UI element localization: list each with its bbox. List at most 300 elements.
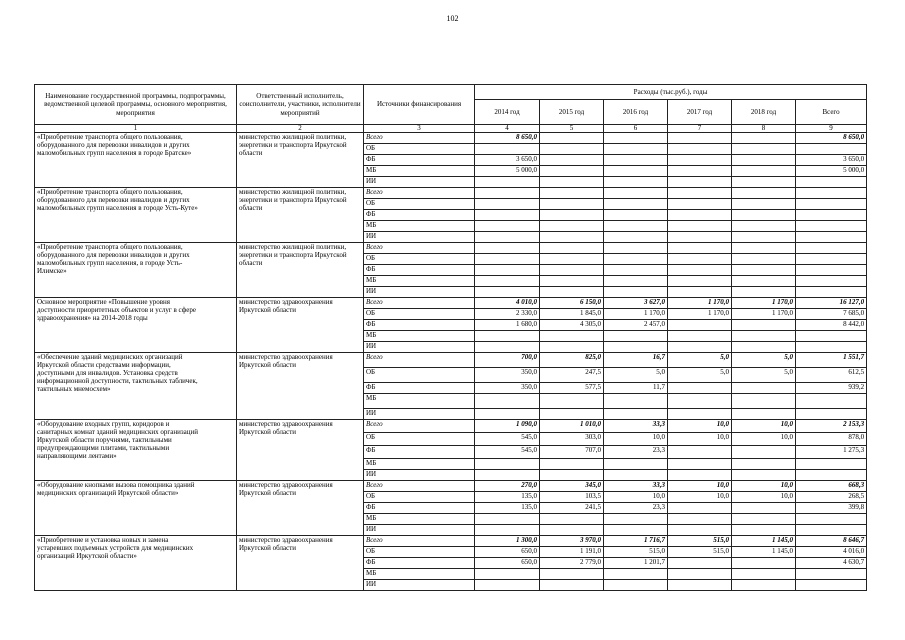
- funding-source: Всего: [364, 188, 475, 199]
- year-value: 33,3: [604, 481, 668, 492]
- year-value: 303,0: [540, 433, 604, 446]
- total-value: 8 442,0: [796, 320, 867, 331]
- year-value: [604, 155, 668, 166]
- funding-source: Всего: [364, 481, 475, 492]
- year-value: 650,0: [475, 558, 540, 569]
- year-value: [668, 232, 732, 243]
- header-year: 2018 год: [732, 100, 796, 125]
- funding-source: Всего: [364, 536, 475, 547]
- program-description: Основное мероприятие «Повышение уровня доступности приоритетных объектов и услуг в сфере здравоохранения» на 2014-2018 годы: [35, 298, 237, 353]
- funding-source: ИИ: [364, 287, 475, 298]
- year-value: [475, 276, 540, 287]
- year-value: [732, 177, 796, 188]
- total-value: [796, 342, 867, 353]
- year-value: [732, 394, 796, 409]
- year-value: 5,0: [668, 368, 732, 383]
- year-value: [732, 254, 796, 265]
- year-value: [604, 342, 668, 353]
- total-value: 2 153,3: [796, 420, 867, 433]
- year-value: [732, 133, 796, 144]
- program-description: «Приобретение транспорта общего пользования, оборудованного для перевозки инвалидов и других маломобильных групп населения, в городе Усть- Илимске»: [35, 243, 237, 298]
- column-number: 3: [364, 125, 475, 133]
- funding-source: МБ: [364, 394, 475, 409]
- year-value: [540, 232, 604, 243]
- year-value: [540, 177, 604, 188]
- year-value: [540, 243, 604, 254]
- funding-source: МБ: [364, 331, 475, 342]
- year-value: [732, 409, 796, 420]
- year-value: [732, 166, 796, 177]
- year-value: [604, 221, 668, 232]
- year-value: [732, 503, 796, 514]
- header-year: 2015 год: [540, 100, 604, 125]
- header-total: Всего: [796, 100, 867, 125]
- funding-source: Всего: [364, 133, 475, 144]
- funding-source: ИИ: [364, 525, 475, 536]
- year-value: [475, 254, 540, 265]
- total-value: [796, 265, 867, 276]
- year-value: [540, 569, 604, 580]
- year-value: 345,0: [540, 481, 604, 492]
- year-value: 135,0: [475, 492, 540, 503]
- year-value: [604, 459, 668, 470]
- total-value: [796, 254, 867, 265]
- year-value: 577,5: [540, 383, 604, 394]
- total-value: 668,3: [796, 481, 867, 492]
- table-row: [35, 536, 867, 547]
- year-value: 5,0: [668, 353, 732, 368]
- funding-source: ИИ: [364, 470, 475, 481]
- year-value: [475, 409, 540, 420]
- total-value: [796, 144, 867, 155]
- funding-source: МБ: [364, 276, 475, 287]
- year-value: [604, 232, 668, 243]
- year-value: [604, 470, 668, 481]
- year-value: 1 716,7: [604, 536, 668, 547]
- year-value: 23,3: [604, 446, 668, 459]
- funding-source: ОБ: [364, 492, 475, 503]
- funding-source: ОБ: [364, 144, 475, 155]
- year-value: [540, 525, 604, 536]
- table-row: [35, 481, 867, 492]
- total-value: 399,8: [796, 503, 867, 514]
- year-value: [475, 470, 540, 481]
- year-value: [732, 470, 796, 481]
- funding-source: ФБ: [364, 446, 475, 459]
- year-value: [732, 580, 796, 591]
- header-executor: Ответственный исполнитель, соисполнители, участники, исполнители мероприятий: [237, 85, 364, 125]
- year-value: [732, 276, 796, 287]
- year-value: 10,0: [732, 433, 796, 446]
- executor-cell: министерство жилищной политики, энергетики и транспорта Иркутской области: [237, 188, 364, 243]
- column-number-row: [35, 125, 867, 133]
- year-value: [668, 166, 732, 177]
- total-value: [796, 221, 867, 232]
- year-value: [732, 155, 796, 166]
- year-value: [475, 342, 540, 353]
- table-row: [35, 353, 867, 368]
- total-value: 268,5: [796, 492, 867, 503]
- year-value: 135,0: [475, 503, 540, 514]
- year-value: 515,0: [668, 547, 732, 558]
- year-value: [668, 210, 732, 221]
- funding-source: ОБ: [364, 547, 475, 558]
- total-value: 8 650,0: [796, 133, 867, 144]
- year-value: 270,0: [475, 481, 540, 492]
- page-number: 102: [446, 14, 459, 23]
- total-value: [796, 331, 867, 342]
- total-value: [796, 232, 867, 243]
- year-value: 10,0: [732, 420, 796, 433]
- year-value: [668, 525, 732, 536]
- year-value: [604, 580, 668, 591]
- column-number: 5: [540, 125, 604, 133]
- executor-cell: министерство жилищной политики, энергетики и транспорта Иркутской области: [237, 133, 364, 188]
- year-value: [475, 221, 540, 232]
- executor-cell: министерство здравоохранения Иркутской области: [237, 298, 364, 353]
- year-value: 4 305,0: [540, 320, 604, 331]
- year-value: 3 970,0: [540, 536, 604, 547]
- year-value: 515,0: [668, 536, 732, 547]
- column-number: 2: [237, 125, 364, 133]
- year-value: [732, 188, 796, 199]
- executor-cell: министерство здравоохранения Иркутской области: [237, 481, 364, 536]
- year-value: [540, 394, 604, 409]
- funding-source: ФБ: [364, 503, 475, 514]
- funding-source: ФБ: [364, 265, 475, 276]
- year-value: 1 170,0: [732, 298, 796, 309]
- year-value: 1 145,0: [732, 547, 796, 558]
- year-value: [668, 265, 732, 276]
- year-value: [732, 446, 796, 459]
- year-value: 8 650,0: [475, 133, 540, 144]
- year-value: [540, 265, 604, 276]
- year-value: 707,0: [540, 446, 604, 459]
- year-value: [604, 394, 668, 409]
- year-value: [475, 210, 540, 221]
- year-value: [604, 144, 668, 155]
- year-value: 2 330,0: [475, 309, 540, 320]
- year-value: [475, 243, 540, 254]
- year-value: 1 170,0: [732, 309, 796, 320]
- year-value: [604, 525, 668, 536]
- total-value: [796, 243, 867, 254]
- year-value: 1 191,0: [540, 547, 604, 558]
- funding-source: ФБ: [364, 320, 475, 331]
- year-value: 5 000,0: [475, 166, 540, 177]
- program-description: «Оборудование входных групп, коридоров и санитарных комнат зданий медицинских организаций Иркутской области поручнями, тактильными предупреждающими плитами, тактильными направляющими лентами»: [35, 420, 237, 481]
- year-value: [732, 342, 796, 353]
- year-value: [732, 221, 796, 232]
- year-value: [475, 331, 540, 342]
- funding-source: ИИ: [364, 232, 475, 243]
- year-value: [668, 287, 732, 298]
- year-value: 545,0: [475, 446, 540, 459]
- year-value: 2 779,0: [540, 558, 604, 569]
- year-value: [540, 514, 604, 525]
- year-value: [668, 199, 732, 210]
- year-value: [668, 409, 732, 420]
- year-value: 1 300,0: [475, 536, 540, 547]
- year-value: [475, 514, 540, 525]
- year-value: [668, 320, 732, 331]
- year-value: [540, 133, 604, 144]
- year-value: [732, 265, 796, 276]
- year-value: [668, 342, 732, 353]
- table-header: [35, 85, 867, 133]
- year-value: 33,3: [604, 420, 668, 433]
- year-value: [668, 394, 732, 409]
- year-value: 1 201,7: [604, 558, 668, 569]
- funding-source: Всего: [364, 353, 475, 368]
- year-value: [668, 558, 732, 569]
- year-value: [668, 383, 732, 394]
- year-value: 10,0: [604, 433, 668, 446]
- year-value: [540, 254, 604, 265]
- year-value: 700,0: [475, 353, 540, 368]
- year-value: [668, 331, 732, 342]
- year-value: [732, 459, 796, 470]
- year-value: 16,7: [604, 353, 668, 368]
- year-value: 1 145,0: [732, 536, 796, 547]
- year-value: [732, 525, 796, 536]
- total-value: 7 685,0: [796, 309, 867, 320]
- year-value: [540, 155, 604, 166]
- program-description: «Приобретение транспорта общего пользования, оборудованного для перевозки инвалидов и других маломобильных групп населения в городе Усть-Куте»: [35, 188, 237, 243]
- year-value: [604, 133, 668, 144]
- year-value: [604, 331, 668, 342]
- year-value: [475, 199, 540, 210]
- table-row: [35, 133, 867, 144]
- total-value: [796, 287, 867, 298]
- year-value: 515,0: [604, 547, 668, 558]
- total-value: [796, 210, 867, 221]
- year-value: 1 170,0: [668, 298, 732, 309]
- table-row: [35, 420, 867, 433]
- year-value: [540, 409, 604, 420]
- year-value: [604, 265, 668, 276]
- year-value: 1 090,0: [475, 420, 540, 433]
- year-value: [732, 558, 796, 569]
- year-value: 1 170,0: [668, 309, 732, 320]
- year-value: [475, 394, 540, 409]
- table-row: [35, 188, 867, 199]
- budget-table: [34, 84, 867, 591]
- funding-source: ИИ: [364, 342, 475, 353]
- year-value: [540, 459, 604, 470]
- year-value: [540, 331, 604, 342]
- year-value: 5,0: [732, 353, 796, 368]
- year-value: [475, 569, 540, 580]
- funding-source: МБ: [364, 459, 475, 470]
- year-value: 5,0: [732, 368, 796, 383]
- column-number: 7: [668, 125, 732, 133]
- year-value: 10,0: [732, 492, 796, 503]
- year-value: [668, 155, 732, 166]
- total-value: [796, 177, 867, 188]
- year-value: 1 680,0: [475, 320, 540, 331]
- total-value: [796, 569, 867, 580]
- total-value: 4 016,0: [796, 547, 867, 558]
- year-value: [475, 580, 540, 591]
- funding-source: ИИ: [364, 409, 475, 420]
- year-value: [604, 254, 668, 265]
- total-value: 612,5: [796, 368, 867, 383]
- year-value: [668, 133, 732, 144]
- column-number: 1: [35, 125, 237, 133]
- year-value: 650,0: [475, 547, 540, 558]
- total-value: 878,0: [796, 433, 867, 446]
- total-value: [796, 525, 867, 536]
- year-value: [732, 383, 796, 394]
- funding-source: Всего: [364, 243, 475, 254]
- year-value: 5,0: [604, 368, 668, 383]
- year-value: 247,5: [540, 368, 604, 383]
- executor-cell: министерство здравоохранения Иркутской области: [237, 420, 364, 481]
- header-source: Источники финансирования: [364, 85, 475, 125]
- year-value: [540, 276, 604, 287]
- year-value: [604, 188, 668, 199]
- year-value: [604, 514, 668, 525]
- total-value: 1 275,3: [796, 446, 867, 459]
- year-value: [732, 287, 796, 298]
- year-value: [540, 166, 604, 177]
- year-value: 6 150,0: [540, 298, 604, 309]
- year-value: [732, 232, 796, 243]
- year-value: [668, 503, 732, 514]
- total-value: [796, 470, 867, 481]
- year-value: [540, 580, 604, 591]
- funding-source: ОБ: [364, 254, 475, 265]
- year-value: 10,0: [668, 433, 732, 446]
- total-value: [796, 394, 867, 409]
- funding-source: ФБ: [364, 210, 475, 221]
- total-value: [796, 188, 867, 199]
- funding-source: ИИ: [364, 580, 475, 591]
- total-value: 4 630,7: [796, 558, 867, 569]
- year-value: [668, 459, 732, 470]
- total-value: 8 646,7: [796, 536, 867, 547]
- year-value: 10,0: [668, 420, 732, 433]
- funding-source: ФБ: [364, 383, 475, 394]
- year-value: [732, 331, 796, 342]
- total-value: 3 650,0: [796, 155, 867, 166]
- year-value: [668, 569, 732, 580]
- year-value: [604, 276, 668, 287]
- funding-source: ОБ: [364, 309, 475, 320]
- year-value: [604, 199, 668, 210]
- funding-source: Всего: [364, 420, 475, 433]
- total-value: 5 000,0: [796, 166, 867, 177]
- year-value: [604, 177, 668, 188]
- year-value: [732, 144, 796, 155]
- program-description: «Обеспечение зданий медицинских организаций Иркутской области средствами информации, доступными для инвалидов. Установка средств информационной доступности, тактильных табличек, тактильных мнемосхем»: [35, 353, 237, 420]
- funding-source: ОБ: [364, 199, 475, 210]
- year-value: 10,0: [668, 481, 732, 492]
- funding-source: Всего: [364, 298, 475, 309]
- total-value: [796, 459, 867, 470]
- year-value: 23,3: [604, 503, 668, 514]
- column-number: 8: [732, 125, 796, 133]
- year-value: 3 650,0: [475, 155, 540, 166]
- year-value: [475, 287, 540, 298]
- year-value: 2 457,0: [604, 320, 668, 331]
- column-number: 4: [475, 125, 540, 133]
- executor-cell: министерство жилищной политики, энергетики и транспорта Иркутской области: [237, 243, 364, 298]
- year-value: [540, 199, 604, 210]
- executor-cell: министерство здравоохранения Иркутской области: [237, 353, 364, 420]
- year-value: [732, 210, 796, 221]
- year-value: [475, 177, 540, 188]
- year-value: 350,0: [475, 383, 540, 394]
- year-value: 103,5: [540, 492, 604, 503]
- funding-source: ИИ: [364, 177, 475, 188]
- header-year: 2014 год: [475, 100, 540, 125]
- column-number: 9: [796, 125, 867, 133]
- year-value: [668, 221, 732, 232]
- year-value: [604, 569, 668, 580]
- year-value: 3 627,0: [604, 298, 668, 309]
- year-value: [604, 243, 668, 254]
- year-value: [668, 446, 732, 459]
- column-number: 6: [604, 125, 668, 133]
- total-value: [796, 199, 867, 210]
- funding-source: МБ: [364, 569, 475, 580]
- table-row: [35, 243, 867, 254]
- total-value: [796, 409, 867, 420]
- year-value: [732, 514, 796, 525]
- funding-source: ОБ: [364, 433, 475, 446]
- year-value: 545,0: [475, 433, 540, 446]
- year-value: [475, 188, 540, 199]
- year-value: [540, 287, 604, 298]
- year-value: [475, 265, 540, 276]
- year-value: [668, 254, 732, 265]
- header-program: Наименование государственной программы, подпрограммы, ведомственной целевой программы, основного мероприятия, мероприятия: [35, 85, 237, 125]
- funding-source: ФБ: [364, 558, 475, 569]
- year-value: [668, 177, 732, 188]
- total-value: 1 551,7: [796, 353, 867, 368]
- year-value: 241,5: [540, 503, 604, 514]
- year-value: [540, 210, 604, 221]
- year-value: [475, 232, 540, 243]
- year-value: [732, 199, 796, 210]
- funding-source: МБ: [364, 514, 475, 525]
- year-value: [604, 409, 668, 420]
- total-value: [796, 276, 867, 287]
- year-value: [668, 580, 732, 591]
- year-value: [540, 144, 604, 155]
- year-value: 1 845,0: [540, 309, 604, 320]
- year-value: [604, 166, 668, 177]
- table-body: [35, 133, 867, 591]
- program-description: «Приобретение и установка новых и замена устаревших подъемных устройств для медицинских организаций Иркутской области»: [35, 536, 237, 591]
- year-value: 10,0: [732, 481, 796, 492]
- year-value: [732, 569, 796, 580]
- year-value: 11,7: [604, 383, 668, 394]
- year-value: [668, 243, 732, 254]
- year-value: 1 170,0: [604, 309, 668, 320]
- year-value: [668, 144, 732, 155]
- year-value: 4 010,0: [475, 298, 540, 309]
- year-value: [475, 459, 540, 470]
- header-year: 2017 год: [668, 100, 732, 125]
- year-value: [732, 243, 796, 254]
- year-value: [668, 276, 732, 287]
- program-description: «Оборудование кнопками вызова помощника зданий медицинских организаций Иркутской области»: [35, 481, 237, 536]
- total-value: [796, 514, 867, 525]
- year-value: [604, 287, 668, 298]
